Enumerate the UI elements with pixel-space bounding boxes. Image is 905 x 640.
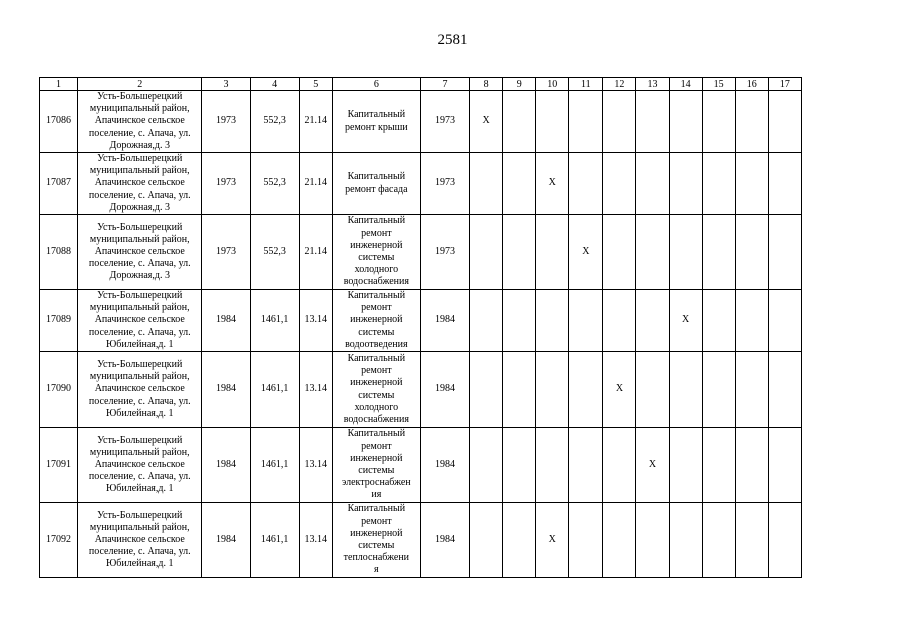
empty-cell xyxy=(503,153,536,215)
table-row xyxy=(40,352,802,428)
work-type-cell-line: ремонт xyxy=(361,365,392,377)
mark-cell: X xyxy=(470,91,503,153)
empty-cell xyxy=(768,153,801,215)
empty-cell xyxy=(470,215,503,290)
empty-cell xyxy=(569,91,603,153)
column-header: 5 xyxy=(299,78,332,91)
year-cell: 1984 xyxy=(420,503,469,578)
year-built: 1973 xyxy=(202,215,250,290)
row-id: 17091 xyxy=(40,428,78,503)
work-type-cell-line: холодного xyxy=(354,264,399,276)
address-cell-line: Дорожная,д. 3 xyxy=(109,270,170,282)
address-cell-line: муниципальный район, xyxy=(89,302,190,314)
empty-cell xyxy=(669,91,702,153)
empty-cell xyxy=(735,91,768,153)
table-row xyxy=(40,153,802,215)
table-row xyxy=(40,91,802,153)
work-type-cell-line: инженерной xyxy=(350,452,403,464)
column-header: 1 xyxy=(40,78,78,91)
address-cell-line: Апачинское сельское xyxy=(94,314,185,326)
work-type-cell xyxy=(332,91,420,153)
address-cell-line: поселение, с. Апача, ул. xyxy=(88,546,191,558)
work-type-cell-line: ия xyxy=(371,489,382,501)
work-type-cell-line: холодного xyxy=(354,401,399,413)
mark-cell: X xyxy=(569,215,603,290)
address-cell xyxy=(78,503,202,578)
code-cell: 21.14 xyxy=(299,91,332,153)
year-built: 1984 xyxy=(202,352,250,428)
address-cell-line: муниципальный район, xyxy=(89,103,190,115)
address-cell-line: Дорожная,д. 3 xyxy=(109,201,170,213)
address-cell-line: поселение, с. Апача, ул. xyxy=(88,471,191,483)
column-header: 10 xyxy=(536,78,569,91)
address-cell-line: муниципальный район, xyxy=(89,165,190,177)
year-cell: 1973 xyxy=(420,153,469,215)
column-header: 15 xyxy=(702,78,735,91)
table-row xyxy=(40,290,802,352)
work-type-cell-line: системы xyxy=(358,540,395,552)
empty-cell xyxy=(702,503,735,578)
column-header: 6 xyxy=(332,78,420,91)
empty-cell xyxy=(569,428,603,503)
work-type-cell-line: Капитальный xyxy=(347,352,406,364)
address-cell-line: муниципальный район, xyxy=(89,371,190,383)
work-type-cell-line: ремонт xyxy=(361,440,392,452)
address-cell-line: Усть-Большерецкий xyxy=(97,434,183,446)
work-type-cell-line: системы xyxy=(358,465,395,477)
empty-cell xyxy=(503,503,536,578)
empty-cell xyxy=(536,352,569,428)
empty-cell xyxy=(735,290,768,352)
year-built: 1973 xyxy=(202,91,250,153)
work-type-cell-line: инженерной xyxy=(350,527,403,539)
mark-cell: X xyxy=(536,153,569,215)
empty-cell xyxy=(768,290,801,352)
work-type-cell-line: водоснабжения xyxy=(343,413,409,425)
address-cell-line: поселение, с. Апача, ул. xyxy=(88,258,191,270)
empty-cell xyxy=(768,215,801,290)
work-type-cell-line: ремонт xyxy=(361,302,392,314)
address-cell-line: Усть-Большерецкий xyxy=(97,91,183,102)
empty-cell xyxy=(603,290,636,352)
mark-cell: X xyxy=(536,503,569,578)
code-cell: 13.14 xyxy=(299,503,332,578)
address-cell-line: Усть-Большерецкий xyxy=(97,221,183,233)
empty-cell xyxy=(603,91,636,153)
address-cell-line: Усть-Большерецкий xyxy=(97,153,183,165)
address-cell-line: Усть-Большерецкий xyxy=(97,359,183,371)
address-cell-line: Апачинское сельское xyxy=(94,115,185,127)
page-number: 2581 xyxy=(437,32,468,48)
work-type-cell-line: системы xyxy=(358,252,395,264)
empty-cell xyxy=(503,352,536,428)
column-header: 7 xyxy=(420,78,469,91)
empty-cell xyxy=(768,91,801,153)
empty-cell xyxy=(735,352,768,428)
work-type-cell-line: инженерной xyxy=(350,314,403,326)
work-type-cell-line: электроснабжен xyxy=(342,477,411,489)
column-header: 17 xyxy=(768,78,801,91)
empty-cell xyxy=(470,352,503,428)
empty-cell xyxy=(569,352,603,428)
address-cell-line: Апачинское сельское xyxy=(94,177,185,189)
year-built: 1984 xyxy=(202,428,250,503)
work-type-cell xyxy=(332,503,420,578)
code-cell: 21.14 xyxy=(299,153,332,215)
address-cell-line: Апачинское сельское xyxy=(94,383,185,395)
address-cell-line: поселение, с. Апача, ул. xyxy=(88,127,191,139)
column-header: 9 xyxy=(503,78,536,91)
empty-cell xyxy=(702,215,735,290)
year-cell: 1984 xyxy=(420,428,469,503)
work-type-cell xyxy=(332,153,420,215)
column-header: 12 xyxy=(603,78,636,91)
empty-cell xyxy=(470,428,503,503)
work-type-cell xyxy=(332,215,420,290)
empty-cell xyxy=(603,503,636,578)
code-cell: 13.14 xyxy=(299,428,332,503)
empty-cell xyxy=(669,352,702,428)
address-cell-line: Дорожная,д. 3 xyxy=(109,139,170,151)
work-type-cell-line: Капитальный xyxy=(347,109,406,121)
address-cell-line: муниципальный район, xyxy=(89,233,190,245)
column-header: 14 xyxy=(669,78,702,91)
empty-cell xyxy=(702,352,735,428)
work-type-cell-line: Капитальный xyxy=(347,290,406,302)
work-type-cell-line: ремонт крыши xyxy=(345,121,408,133)
empty-cell xyxy=(569,290,603,352)
work-type-cell-line: ремонт фасада xyxy=(345,183,408,195)
work-type-cell-line: Капитальный xyxy=(347,215,406,227)
work-type-cell-line: системы xyxy=(358,326,395,338)
row-id: 17089 xyxy=(40,290,78,352)
row-id: 17088 xyxy=(40,215,78,290)
column-header: 3 xyxy=(202,78,250,91)
empty-cell xyxy=(470,153,503,215)
code-cell: 13.14 xyxy=(299,290,332,352)
empty-cell xyxy=(669,503,702,578)
empty-cell xyxy=(636,352,669,428)
empty-cell xyxy=(470,503,503,578)
column-header: 13 xyxy=(636,78,669,91)
code-cell: 21.14 xyxy=(299,215,332,290)
work-type-cell xyxy=(332,352,420,428)
address-cell-line: Юбилейная,д. 1 xyxy=(106,338,174,350)
empty-cell xyxy=(536,215,569,290)
empty-cell xyxy=(702,153,735,215)
year-built: 1984 xyxy=(202,503,250,578)
year-built: 1984 xyxy=(202,290,250,352)
address-cell-line: Юбилейная,д. 1 xyxy=(106,558,174,570)
address-cell xyxy=(78,91,202,153)
work-type-cell-line: инженерной xyxy=(350,377,403,389)
empty-cell xyxy=(768,503,801,578)
area-cell: 1461,1 xyxy=(250,352,299,428)
empty-cell xyxy=(669,153,702,215)
empty-cell xyxy=(735,215,768,290)
empty-cell xyxy=(536,290,569,352)
year-cell: 1973 xyxy=(420,215,469,290)
empty-cell xyxy=(636,215,669,290)
address-cell xyxy=(78,215,202,290)
address-cell xyxy=(78,153,202,215)
work-type-cell xyxy=(332,290,420,352)
row-id: 17086 xyxy=(40,91,78,153)
table-row xyxy=(40,428,802,503)
year-cell: 1984 xyxy=(420,290,469,352)
mark-cell: X xyxy=(603,352,636,428)
work-type-cell-line: я xyxy=(374,564,379,576)
work-type-cell-line: Капитальный xyxy=(347,503,406,515)
empty-cell xyxy=(702,290,735,352)
work-type-cell-line: Капитальный xyxy=(347,171,406,183)
empty-cell xyxy=(636,290,669,352)
address-cell-line: муниципальный район, xyxy=(89,446,190,458)
address-cell-line: Юбилейная,д. 1 xyxy=(106,407,174,419)
empty-cell xyxy=(735,153,768,215)
work-type-cell-line: Капитальный xyxy=(347,428,406,440)
area-cell: 552,3 xyxy=(250,91,299,153)
address-cell-line: Усть-Большерецкий xyxy=(97,509,183,521)
work-type-cell-line: ремонт xyxy=(361,515,392,527)
address-cell-line: муниципальный район, xyxy=(89,521,190,533)
column-header: 11 xyxy=(569,78,603,91)
area-cell: 552,3 xyxy=(250,215,299,290)
year-cell: 1973 xyxy=(420,91,469,153)
empty-cell xyxy=(470,290,503,352)
address-cell-line: Апачинское сельское xyxy=(94,533,185,545)
year-cell: 1984 xyxy=(420,352,469,428)
empty-cell xyxy=(768,352,801,428)
empty-cell xyxy=(603,215,636,290)
column-header: 4 xyxy=(250,78,299,91)
row-id: 17090 xyxy=(40,352,78,428)
work-type-cell-line: водоснабжения xyxy=(343,276,409,288)
empty-cell xyxy=(636,503,669,578)
work-type-cell-line: водоотведения xyxy=(345,338,408,350)
column-header: 2 xyxy=(78,78,202,91)
empty-cell xyxy=(669,428,702,503)
address-cell xyxy=(78,428,202,503)
empty-cell xyxy=(503,91,536,153)
column-header: 8 xyxy=(470,78,503,91)
mark-cell: X xyxy=(636,428,669,503)
empty-cell xyxy=(735,503,768,578)
empty-cell xyxy=(768,428,801,503)
empty-cell xyxy=(603,153,636,215)
row-id: 17092 xyxy=(40,503,78,578)
address-cell-line: Апачинское сельское xyxy=(94,458,185,470)
area-cell: 1461,1 xyxy=(250,503,299,578)
empty-cell xyxy=(536,91,569,153)
work-type-cell xyxy=(332,428,420,503)
address-cell xyxy=(78,352,202,428)
work-type-cell-line: системы xyxy=(358,389,395,401)
work-type-cell-line: ремонт xyxy=(361,227,392,239)
address-cell-line: поселение, с. Апача, ул. xyxy=(88,189,191,201)
address-cell-line: поселение, с. Апача, ул. xyxy=(88,395,191,407)
address-cell-line: Усть-Большерецкий xyxy=(97,290,183,302)
address-cell-line: Апачинское сельское xyxy=(94,245,185,257)
table-body xyxy=(40,78,802,578)
empty-cell xyxy=(503,428,536,503)
table-row xyxy=(40,215,802,290)
empty-cell xyxy=(636,153,669,215)
empty-cell xyxy=(669,215,702,290)
empty-cell xyxy=(503,215,536,290)
empty-cell xyxy=(603,428,636,503)
area-cell: 1461,1 xyxy=(250,290,299,352)
mark-cell: X xyxy=(669,290,702,352)
empty-cell xyxy=(569,503,603,578)
address-cell-line: Юбилейная,д. 1 xyxy=(106,483,174,495)
empty-cell xyxy=(735,428,768,503)
empty-cell xyxy=(702,428,735,503)
year-built: 1973 xyxy=(202,153,250,215)
address-cell xyxy=(78,290,202,352)
work-type-cell-line: инженерной xyxy=(350,239,403,251)
empty-cell xyxy=(636,91,669,153)
column-header: 16 xyxy=(735,78,768,91)
empty-cell xyxy=(536,428,569,503)
empty-cell xyxy=(569,153,603,215)
header-row xyxy=(40,78,802,91)
area-cell: 552,3 xyxy=(250,153,299,215)
empty-cell xyxy=(702,91,735,153)
work-type-cell-line: теплоснабжени xyxy=(343,552,410,564)
repair-register-table xyxy=(39,77,802,578)
area-cell: 1461,1 xyxy=(250,428,299,503)
address-cell-line: поселение, с. Апача, ул. xyxy=(88,326,191,338)
row-id: 17087 xyxy=(40,153,78,215)
table-row xyxy=(40,503,802,578)
empty-cell xyxy=(503,290,536,352)
code-cell: 13.14 xyxy=(299,352,332,428)
